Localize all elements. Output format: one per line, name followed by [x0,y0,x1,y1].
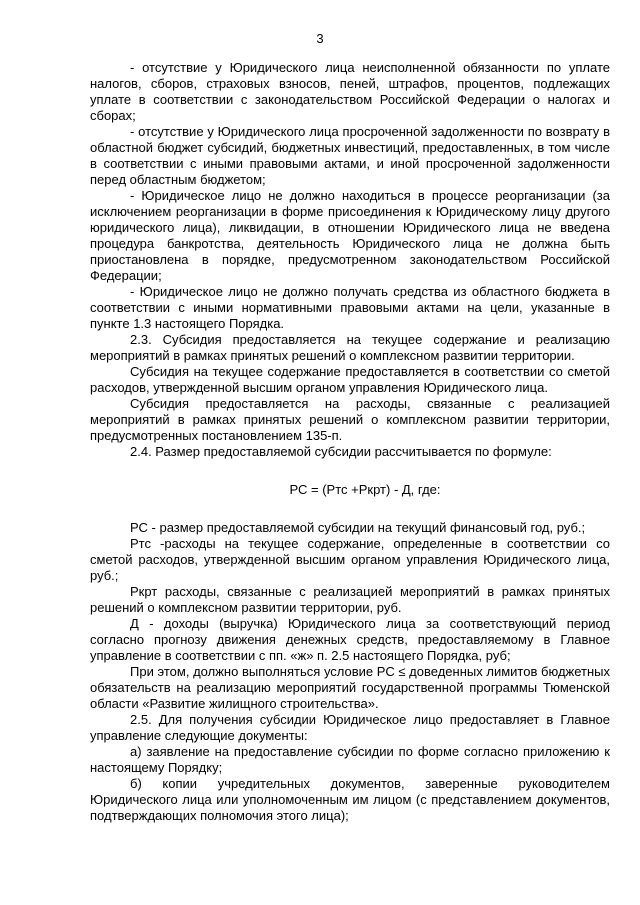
paragraph-no-other-funds: - Юридическое лицо не должно получать средства из областного бюджета в соответствии с иными нормативными правовыми актами на цели, указанные в пункте 1.3 настоящего Порядка. [90,284,610,331]
paragraph-no-tax-debt: - отсутствие у Юридического лица неисполненной обязанности по уплате налогов, сборов, страховых взносов, пеней, штрафов, процентов, подлежащих уплате в соответствии с законодательством Российской Федерации о налогах и сборах; [90,60,610,123]
document-body [90,60,610,824]
paragraph-2-5: 2.5. Для получения субсидии Юридическое лицо предоставляет в Главное управление следующие документы: [90,712,610,743]
paragraph-d-definition: Д - доходы (выручка) Юридического лица за соответствующий период согласно прогнозу движения денежных средств, предоставляемому в Главное управление в соответствии с пп. «ж» п. 2.5 настоящего Порядка, руб; [90,616,610,663]
page-number: 3 [316,31,324,46]
paragraph-rs-definition: РС - размер предоставляемой субсидии на текущий финансовый год, руб.; [130,520,586,535]
paragraph-activity-subsidy: Субсидия предоставляется на расходы, связанные с реализацией мероприятий в рамках принятых решений о комплексном развитии территории, предусмотренных постановлением 135-п. [90,396,610,443]
paragraph-maintenance-subsidy: Субсидия на текущее содержание предоставляется в соответствии со сметой расходов, утвержденной высшим органом управления Юридического лица. [90,364,610,395]
paragraph-2-4: 2.4. Размер предоставляемой субсидии рассчитывается по формуле: [130,444,552,459]
subsidy-formula: РС = (Ртс +Ркрт) - Д, где: [289,482,441,497]
paragraph-limit-condition: При этом, должно выполняться условие РС ≤ доведенных лимитов бюджетных обязательств на реализацию мероприятий государственной программы Тюменской области «Развитие жилищного строительства». [90,664,610,711]
paragraph-no-overdue-debt: - отсутствие у Юридического лица просроченной задолженности по возврату в областной бюджет субсидий, бюджетных инвестиций, предоставленных, в том числе в соответствии с иными правовыми актами, и иной просроченной задолженности перед областным бюджетом; [90,124,610,187]
paragraph-rkrt-definition: Ркрт расходы, связанные с реализацией мероприятий в рамках принятых решений о комплексном развитии территории, руб. [90,584,610,615]
paragraph-no-reorganization: - Юридическое лицо не должно находиться в процессе реорганизации (за исключением реорганизации в форме присоединения к Юридическому лицу другого юридического лица), ликвидации, в отношении Юридического лица не введена процедура банкротства, деятельность Юридического лица не должна быть приостановлена в порядке, предусмотренном законодательством Российской Федерации; [90,188,610,283]
paragraph-item-b: б) копии учредительных документов, заверенные руководителем Юридического лица или уполномоченным им лицом (с представлением документов, подтверждающих полномочия этого лица); [90,776,610,823]
paragraph-item-a: а) заявление на предоставление субсидии по форме согласно приложению к настоящему Порядку; [90,744,610,775]
paragraph-2-3: 2.3. Субсидия предоставляется на текущее содержание и реализацию мероприятий в рамках принятых решений о комплексном развитии территории. [90,332,610,363]
paragraph-rts-definition: Ртс -расходы на текущее содержание, определенные в соответствии со сметой расходов, утвержденной высшим органом управления Юридического лица, руб.; [90,536,610,583]
